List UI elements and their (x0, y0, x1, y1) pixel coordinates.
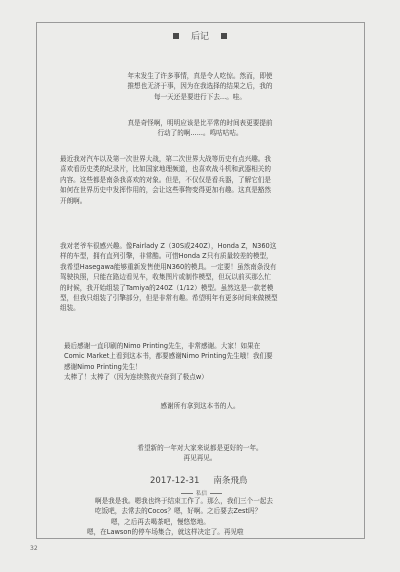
afterword-heading: 后记 (0, 29, 400, 42)
paragraph-5: 最后感谢一直印刷的Nimo Printing先生，非常感谢。大家！如果在 Comic Market上看到这本书，都要感谢Nimo Printing先生哦！我们要 感谢Nimo Printing先生！ 太棒了！太棒了（因为连续熬夜兴奋到了极点w） (64, 342, 273, 382)
page-number: 32 (30, 545, 38, 552)
paragraph-1: 年末发生了许多事情，真是令人吃惊。然而，即使 推想也无济于事，因为在我选择的结果之后，我的 每一天还是要进行下去...。哇。 (127, 72, 273, 101)
dialog-label: 私信 (178, 489, 225, 497)
dialog-text: 啊是我是我。嗯我也终于结束工作了。那么，我们三个一起去 吃饭吧，去常去的Cocos？嗯，好啊。之后要去Zest吗？ 嗯，之后再去喝茶吧，慢悠悠地。 嗯，在Lawson的停车场集合，就这样决定了。再见啦 (87, 497, 274, 537)
signature-line (150, 474, 247, 486)
paragraph-6: 感谢所有拿到这本书的人。 (160, 402, 240, 410)
signature-author: 南条飛鳥 (213, 476, 248, 486)
paragraph-7: 希望新的一年对大家来说都是更好的一年。 再见再见。 (137, 444, 263, 463)
paragraph-3: 最近我对汽车以及第一次世界大战，第二次世界大战等历史有点兴趣。我 喜欢看历史类的纪录片，比如国家地理频道，也喜欢战斗机和武器相关的 内容。这些都是南条我喜欢的对象。但是，不仅仅是看兵器，了解它们是 如何在世界历史中发挥作用的，会让这些事物变得更加有趣。这真是豁然 开朗啊。 (60, 155, 271, 205)
square-bullet-icon (221, 33, 227, 39)
square-bullet-icon (173, 33, 179, 39)
signature-date: 2017-12-31 (150, 476, 200, 486)
paragraph-4: 我对老爷车很感兴趣。像Fairlady Z（30S或240Z），Honda Z，N360这 样的车型，拥有直列引擎，非常酷。可惜Honda Z只有质量较差的模型， 我希望Hasegawa能够重新发售使用N360的模具。一定要！虽然南条没有 驾驶执照，只能在路边看见车，收集图片或制作模型，但玩以前买那么忙 的时候，我开始组装了Tamiya的240Z（1/12）模型。虽然这是一款老模 型，但我只组装了引擎部分，但是非常有趣。希望明年有更多时间来做模型 组装。 (60, 242, 278, 313)
paragraph-2: 真是奇怪啊，明明应该是比平常的时间表更要提前 行动了的啊......。鸣咕咕咕。 (127, 119, 273, 138)
